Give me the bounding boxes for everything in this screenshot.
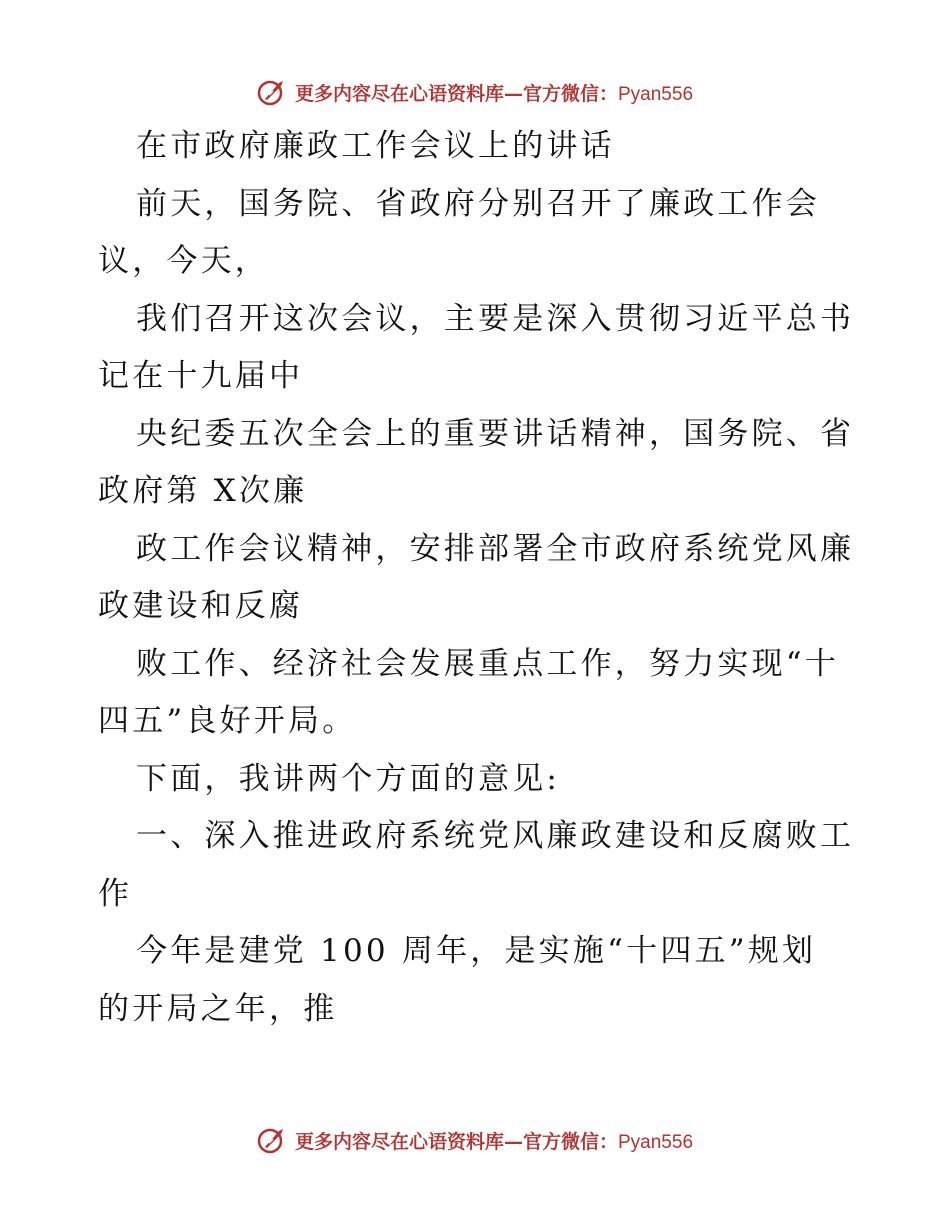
paragraph-line: 下面，我讲两个方面的意见: xyxy=(136,760,561,797)
paragraph-line: 政工作会议精神，安排部署全市政府系统党风廉 xyxy=(136,530,855,567)
section-heading-line: 一、深入推进政府系统党风廉政建设和反腐败工 xyxy=(136,818,855,854)
paragraph-line: 的开局之年，推 xyxy=(98,990,338,1027)
banner-wechat-id: Pyan556 xyxy=(618,1131,694,1153)
quill-pen-logo-icon xyxy=(257,77,287,107)
paragraph-line: 央纪委五次全会上的重要讲话精神，国务院、省 xyxy=(136,415,855,452)
banner-wechat-label: 官方微信： xyxy=(522,82,618,105)
footer-watermark-banner xyxy=(0,1120,950,1160)
banner-text xyxy=(295,1127,693,1154)
banner-text xyxy=(295,79,693,106)
paragraph-line: 议，今天， xyxy=(98,243,269,279)
paragraph-line: 四五”良好开局。 xyxy=(98,703,357,739)
paragraph-line: 败工作、经济社会发展重点工作，努力实现“十 xyxy=(136,645,840,682)
header-watermark-banner xyxy=(0,72,950,112)
paragraph-line: 今年是建党 100 周年，是实施“十四五”规划 xyxy=(136,933,817,969)
banner-wechat-label: 官方微信： xyxy=(522,1130,618,1153)
section-heading-line: 作 xyxy=(98,875,133,912)
document-body xyxy=(98,118,858,1038)
banner-wechat-id: Pyan556 xyxy=(618,83,694,105)
banner-main-text: 更多内容尽在心语资料库 xyxy=(294,82,504,105)
document-title: 在市政府廉政工作会议上的讲话 xyxy=(136,128,615,164)
banner-separator: — xyxy=(503,1130,523,1153)
quill-pen-logo-icon xyxy=(257,1125,287,1155)
paragraph-line: 前天，国务院、省政府分别召开了廉政工作会 xyxy=(136,185,820,222)
banner-main-text: 更多内容尽在心语资料库 xyxy=(294,1130,504,1153)
paragraph-line: 记在十九届中 xyxy=(98,358,304,394)
paragraph-line: 政府第 X次廉 xyxy=(98,473,308,509)
banner-separator: — xyxy=(503,82,523,105)
paragraph-line: 我们召开这次会议，主要是深入贯彻习近平总书 xyxy=(136,300,855,337)
paragraph-line: 政建设和反腐 xyxy=(98,588,304,624)
